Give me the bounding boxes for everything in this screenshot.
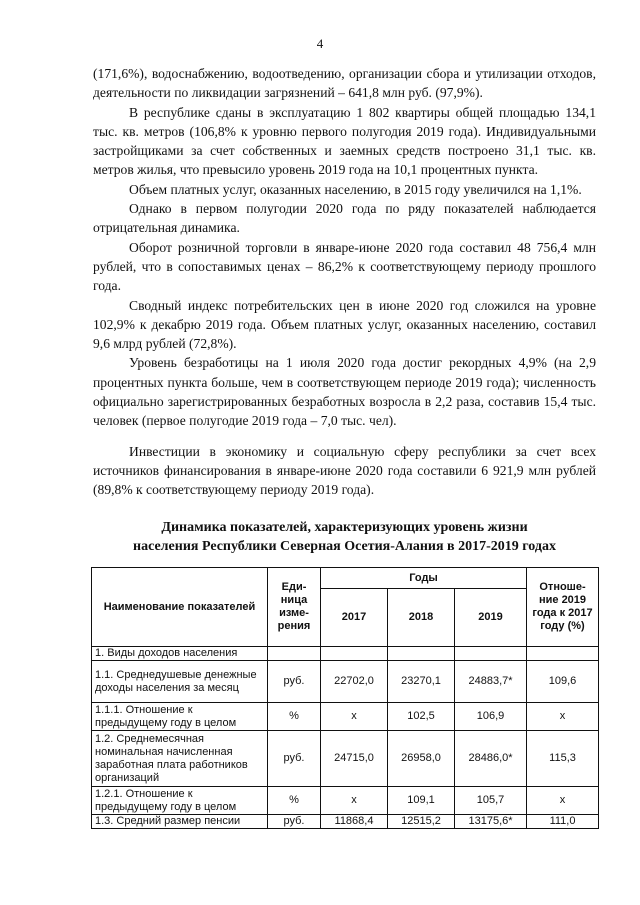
paragraph: Инвестиции в экономику и социальную сферу республики за счет всех источников финансирования в январе-июне 2020 года составили 6 921,9 млн рублей (89,8% к соответствующему периоду 2019 года). [93, 443, 596, 498]
cell-2019: 28486,0* [455, 731, 527, 787]
page-number: 4 [316, 36, 324, 51]
cell-name: 1.1.1. Отношение к предыдущему году в целом [92, 703, 268, 731]
paragraph: В республике сданы в эксплуатацию 1 802 квартиры общей площадью 134,1 тыс. кв. метров (106,8% к уровню первого полугодия 2019 года). Индивидуальными застройщиками за счет собственных и заемных средств построено 31,1 тыс. кв. метров жилья, что превысило уровень 2019 года на 10,1 процентных пункта. [93, 104, 596, 178]
cell-unit: руб. [268, 661, 321, 703]
cell-2018: 102,5 [388, 703, 455, 731]
cell-2017: х [321, 703, 388, 731]
table-row [92, 731, 599, 787]
cell-2019: 106,9 [455, 703, 527, 731]
table-row [92, 787, 599, 815]
cell-name: 1.2. Среднемесячная номинальная начисленная заработная плата работников организаций [92, 731, 268, 787]
table-title-line: населения Республики Северная Осетия-Алания в 2017-2019 годах [133, 539, 556, 554]
paragraph: (171,6%), водоснабжению, водоотведению, организации сбора и утилизации отходов, деятельности по ликвидации загрязнений – 641,8 млн руб. (97,9%). [93, 66, 596, 101]
cell-2017: 11868,4 [321, 815, 388, 829]
paragraph: Однако в первом полугодии 2020 года по ряду показателей наблюдается отрицательная динамика. [93, 201, 596, 236]
cell-name: 1.2.1. Отношение к предыдущему году в целом [92, 787, 268, 815]
header-unit: Еди-ница изме-рения [268, 568, 321, 647]
cell-ratio: 111,0 [527, 815, 599, 829]
table-title-line: Динамика показателей, характеризующих уровень жизни [161, 520, 528, 535]
paragraph: Объем платных услуг, оказанных населению, в 2015 году увеличился на 1,1%. [129, 181, 582, 197]
cell-2017: 24715,0 [321, 731, 388, 787]
cell-ratio: 109,6 [527, 661, 599, 703]
cell-2018: 12515,2 [388, 815, 455, 829]
indicators-table [91, 567, 599, 829]
table-row [92, 703, 599, 731]
cell-2019: 105,7 [455, 787, 527, 815]
cell-2019: 13175,6* [455, 815, 527, 829]
cell-2017: х [321, 787, 388, 815]
cell-unit: руб. [268, 731, 321, 787]
header-year-2019: 2019 [455, 589, 527, 647]
header-name: Наименование показателей [92, 568, 268, 647]
cell-unit: % [268, 703, 321, 731]
table-row [92, 661, 599, 703]
cell-ratio: х [527, 703, 599, 731]
paragraph: Уровень безработицы на 1 июля 2020 года достиг рекордных 4,9% (на 2,9 процентных пункта больше, чем в соответствующем периоде 2019 года); численность официально зарегистрированных безработных возросла в 2,2 раза, составив 15,4 тыс. человек (первое полугодие 2019 года – 7,0 тыс. чел). [93, 355, 596, 429]
cell-ratio: 115,3 [527, 731, 599, 787]
cell-2017: 22702,0 [321, 661, 388, 703]
table-title [93, 518, 596, 556]
cell-unit [268, 647, 321, 661]
header-years: Годы [321, 568, 527, 589]
header-year-2018: 2018 [388, 589, 455, 647]
cell-2019 [455, 647, 527, 661]
cell-name: 1.1. Среднедушевые денежные доходы населения за месяц [92, 661, 268, 703]
cell-name: 1.3. Средний размер пенсии [92, 815, 268, 829]
cell-ratio [527, 647, 599, 661]
cell-2018 [388, 647, 455, 661]
table-row [92, 815, 599, 829]
cell-unit: руб. [268, 815, 321, 829]
cell-2019: 24883,7* [455, 661, 527, 703]
cell-name: 1. Виды доходов населения [92, 647, 268, 661]
paragraph: Сводный индекс потребительских цен в июне 2020 год сложился на уровне 102,9% к декабрю 2019 года. Объем платных услуг, оказанных населению, составил 9,6 млрд рублей (72,8%). [93, 297, 596, 352]
indicators-table-wrapper [91, 567, 598, 829]
cell-2018: 109,1 [388, 787, 455, 815]
header-ratio: Отноше-ние 2019 года к 2017 году (%) [527, 568, 599, 647]
cell-ratio: х [527, 787, 599, 815]
paragraph: Оборот розничной торговли в январе-июне 2020 года составил 48 756,4 млн рублей, что в сопоставимых ценах – 86,2% к соответствующему периоду прошлого года. [93, 239, 596, 294]
body-text [93, 64, 596, 500]
table-row [92, 647, 599, 661]
cell-unit: % [268, 787, 321, 815]
cell-2017 [321, 647, 388, 661]
header-year-2017: 2017 [321, 589, 388, 647]
cell-2018: 23270,1 [388, 661, 455, 703]
cell-2018: 26958,0 [388, 731, 455, 787]
